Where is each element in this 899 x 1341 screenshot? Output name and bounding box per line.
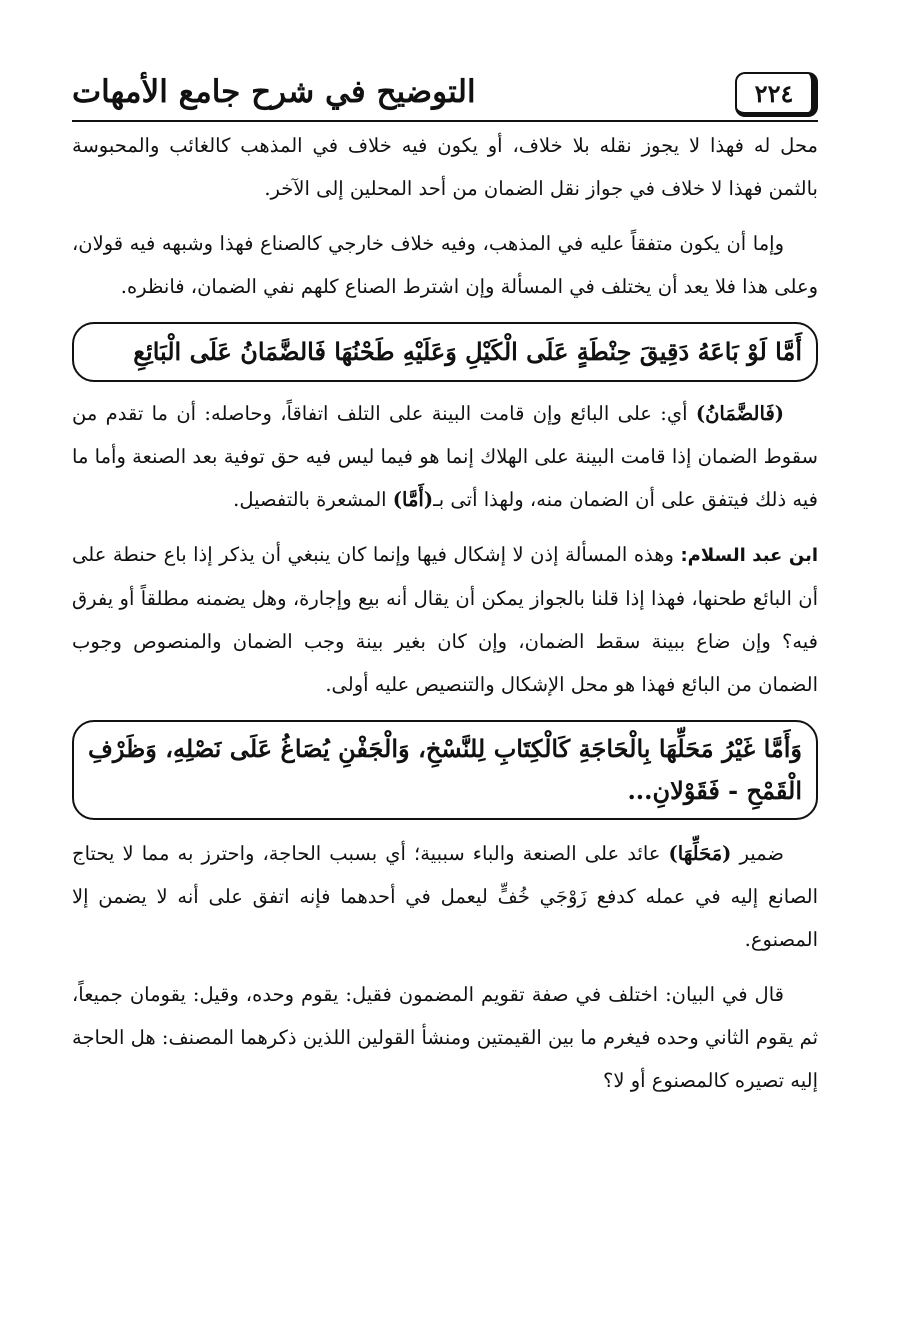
- paragraph-6-text: قال في البيان: اختلف في صفة تقويم المضمون فقيل: يقوم وحده، وقيل: يقومان جميعاً، ثم يقوم الثاني وحده فيغرم ما بين القيمتين ومنشأ القولين اللذين ذكرهما المصنف: هل الحاجة إليه تصيره كالمصنوع أو لا؟: [72, 983, 818, 1092]
- paragraph-2: [72, 222, 818, 308]
- matn-term-3: (مَحَلِّهَا): [668, 842, 732, 865]
- paragraph-3: [72, 392, 818, 521]
- paragraph-3-end: المشعرة بالتفصيل.: [233, 488, 393, 511]
- paragraph-1: محل له فهذا لا يجوز نقله بلا خلاف، أو يكون فيه خلاف في المذهب كالغائب والمحبوسة بالثمن فهذا لا خلاف في جواز نقل الضمان من أحد المحلين إلى الآخر.: [72, 134, 818, 200]
- paragraph-5-text: عائد على الصنعة والباء سببية؛ أي بسبب الحاجة، واحترز به مما لا يحتاج الصانع إليه في عمله كدفع زَوْجَي خُفٍّ ليعمل في أحدهما فإنه اتفق على أنه لا يضمن إلا المصنوع.: [72, 842, 818, 951]
- paragraph-3-text: أي: على البائع وإن قامت البينة على التلف اتفاقاً، وحاصله: أن ما تقدم من سقوط الضمان إذا قامت البينة على الهلاك إنما هو فيما ليس فيه حق توفية بعد الصنعة وأما ما فيه ذلك فيتفق على أن الضمان منه، ولهذا أتى بـ: [72, 402, 818, 511]
- paragraph-4-text: وهذه المسألة إذن لا إشكال فيها وإنما كان ينبغي أن يذكر إذا باع حنطة على أن البائع طحنها، فهذا إذا قلنا بالجواز يمكن أن يقال أنه بيع وإجارة، وهل يضمنه مطلقاً أو يفرق فيه؟ وإن ضاع ببينة سقط الضمان، وإن كان بغير بينة وجب الضمان والمنصوص وجوب الضمان من البائع فهذا هو محل الإشكال والتنصيص عليه أولى.: [72, 543, 818, 696]
- matn-quote-2: [72, 720, 818, 820]
- matn-term-2: (أَمَّا): [392, 488, 434, 511]
- paragraph-5: [72, 832, 818, 961]
- paragraph-5-start: ضمير: [731, 842, 784, 865]
- page-body: [72, 124, 818, 1102]
- paragraph-2-text: وإما أن يكون متفقاً عليه في المذهب، وفيه خلاف خارجي كالصناع فهذا وشبهه فيه قولان، وعلى هذا فلا يعد أن يختلف في المسألة وإن اشترط الصناع كلهم نفي الضمان، فانظره.: [72, 232, 818, 298]
- scholar-name: ابن عبد السلام:: [680, 545, 818, 566]
- matn-quote-1-text: أَمَّا لَوْ بَاعَهُ دَقِيقَ حِنْطَةٍ عَلَى الْكَيْلِ وَعَلَيْهِ طَحْنُهَا فَالضَّمَانُ عَلَى الْبَائِعِ: [133, 337, 802, 366]
- matn-quote-2-text: وَأَمَّا غَيْرُ مَحَلِّهَا بِالْحَاجَةِ كَالْكِتَابِ لِلنَّسْخِ، وَالْجَفْنِ يُصَاغُ عَلَى نَصْلِهِ، وَظَرْفِ الْقَمْحِ - فَقَوْلانِ...: [88, 734, 802, 805]
- paragraph-6: [72, 973, 818, 1102]
- book-title: التوضيح في شرح جامع الأمهات: [72, 74, 476, 110]
- matn-term: (فَالضَّمَانُ): [695, 402, 784, 425]
- page-number: ٢٢٤: [735, 72, 818, 117]
- page-header: [72, 58, 818, 122]
- matn-quote-1: [72, 322, 818, 382]
- paragraph-4: [72, 533, 818, 706]
